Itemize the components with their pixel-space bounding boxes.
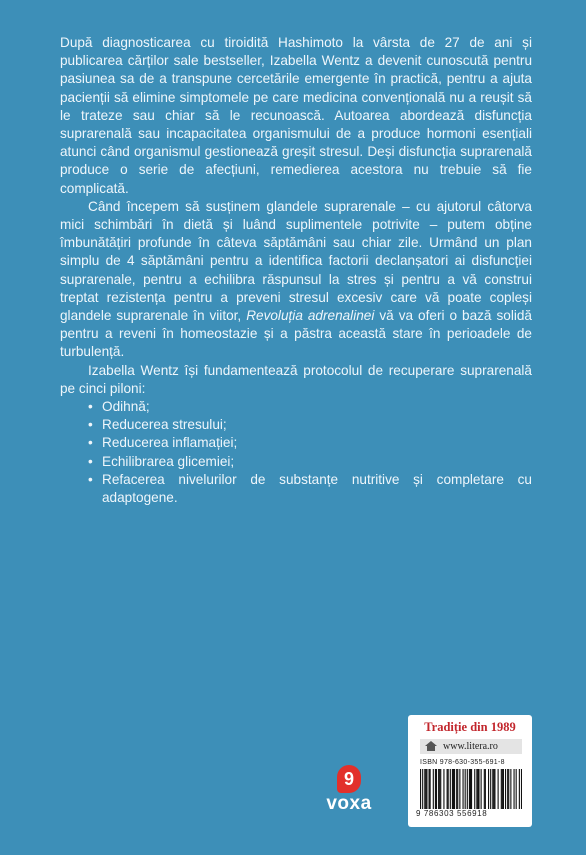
barcode-bar — [476, 769, 477, 809]
barcode-bar — [447, 769, 448, 809]
barcode-bar — [450, 769, 451, 809]
book-title-reference: Revoluția adrenalinei — [246, 308, 375, 324]
barcode-bar — [488, 769, 489, 809]
barcode-bar — [481, 769, 482, 809]
barcode-bar — [514, 769, 515, 809]
barcode-bar — [490, 769, 491, 809]
barcode-bar — [469, 769, 470, 809]
barcode-bar — [484, 769, 485, 809]
voxa-logo-text: voxa — [326, 793, 372, 814]
barcode-bar — [501, 769, 502, 809]
barcode-bar — [502, 769, 503, 809]
barcode-bar — [425, 769, 426, 809]
voxa-logo-mark: 9 — [337, 765, 361, 793]
barcode-bar — [470, 769, 471, 809]
list-item: • Reducerea stresului; — [88, 416, 532, 434]
isbn-barcode-box — [408, 715, 532, 827]
publisher-url: www.litera.ro — [443, 741, 498, 752]
blurb-paragraph-2-end: vă va oferi o bază solidă pentru a reveni în homeostazie și a păstra această stare în perioadele de turbulență. — [60, 308, 532, 360]
isbn-number: ISBN 978-630-355-691-8 — [420, 759, 505, 766]
barcode-bar — [435, 769, 436, 809]
barcode-bar — [440, 769, 441, 809]
barcode-bar — [463, 769, 464, 809]
house-icon — [424, 741, 438, 752]
barcode-bar — [439, 769, 440, 809]
barcode-bar — [498, 769, 499, 809]
blurb-paragraph-3: Izabella Wentz își fundamentează protocolul de recuperare suprarenală pe cinci piloni: — [60, 362, 532, 396]
barcode-bar — [457, 769, 458, 809]
barcode-bar — [420, 769, 421, 809]
barcode-bar — [433, 769, 434, 809]
barcode-bar — [436, 769, 437, 809]
barcode-bar — [510, 769, 511, 809]
barcode-bar — [485, 769, 486, 809]
publisher-tagline: Tradiție din 1989 — [424, 720, 516, 734]
barcode-bar — [471, 769, 472, 809]
barcode-bar — [519, 769, 520, 809]
barcode-bar — [521, 769, 522, 809]
barcode-bar — [424, 769, 425, 809]
list-item: • Reducerea inflamației; — [88, 434, 532, 452]
barcode-bar — [422, 769, 423, 809]
barcode-bar — [505, 769, 506, 809]
barcode-bar — [465, 769, 466, 809]
barcode-bar — [429, 769, 430, 809]
publisher-url-box — [420, 739, 522, 754]
barcode-bar — [456, 769, 457, 809]
barcode-bar — [453, 769, 454, 809]
blurb-paragraph-2 — [60, 198, 532, 362]
barcode-bar — [478, 769, 479, 809]
barcode-bar — [508, 769, 509, 809]
barcode-bar — [494, 769, 495, 809]
blurb-paragraph-1: După diagnosticarea cu tiroidită Hashimoto la vârsta de 27 de ani și publicarea cărților sale bestseller, Izabella Wentz a devenit cunoscută pentru pasiunea sa de a transpune cercetările emergente în practică, pentru a ajuta pacienții să elimine simptomele pe care medicina convențională nu a reușit să le trateze sau chiar să le recunoască. Autoarea abordează disfuncția suprarenală sau incapacitatea organismului de a produce hormoni esențiali atunci când organismul gestionează greșit stresul. Deși disfuncția suprarenală produce o serie de afecțiuni, remedierea acestora nu trebuie să fie complicată. — [60, 35, 532, 196]
barcode-bar — [474, 769, 475, 809]
barcode-bar — [493, 769, 494, 809]
pillars-list — [60, 398, 532, 507]
list-item: • Echilibrarea glicemiei; — [88, 453, 532, 471]
barcode-bar — [438, 769, 439, 809]
back-cover-blurb — [60, 34, 532, 507]
barcode-bar — [516, 769, 517, 809]
barcode-bar — [426, 769, 427, 809]
voxa-logo — [317, 765, 381, 815]
barcode-bar — [452, 769, 453, 809]
barcode-bar — [443, 769, 444, 809]
barcode — [420, 769, 522, 809]
barcode-digits: 9 786303 556918 — [416, 809, 488, 818]
barcode-bar — [467, 769, 468, 809]
barcode-bar — [503, 769, 504, 809]
barcode-bar — [477, 769, 478, 809]
barcode-bar — [459, 769, 460, 809]
barcode-bar — [448, 769, 449, 809]
barcode-bar — [454, 769, 455, 809]
list-item: • Odihnă; — [88, 398, 532, 416]
list-item: • Refacerea nivelurilor de substanțe nutritive și completare cu adaptogene. — [88, 471, 532, 507]
barcode-bar — [507, 769, 508, 809]
barcode-bar — [492, 769, 493, 809]
blurb-paragraph-2-text: Când începem să susținem glandele suprarenale – cu ajutorul câtorva mici schimbări în dietă și luând suplimentele potrivite – putem obține îmbunătățiri profunde în câteva săptămâni sau chiar zile. Urmând un plan simplu de 4 săptămâni pentru a identifica factorii declanșatori ai disfuncției suprarenale, pentru a echilibra răspunsul la stres și pentru a vă construi treptat rezistența pentru a preveni stresul excesiv care vă poate copleși glandele suprarenale în viitor, — [60, 198, 532, 324]
barcode-bar — [430, 769, 431, 809]
